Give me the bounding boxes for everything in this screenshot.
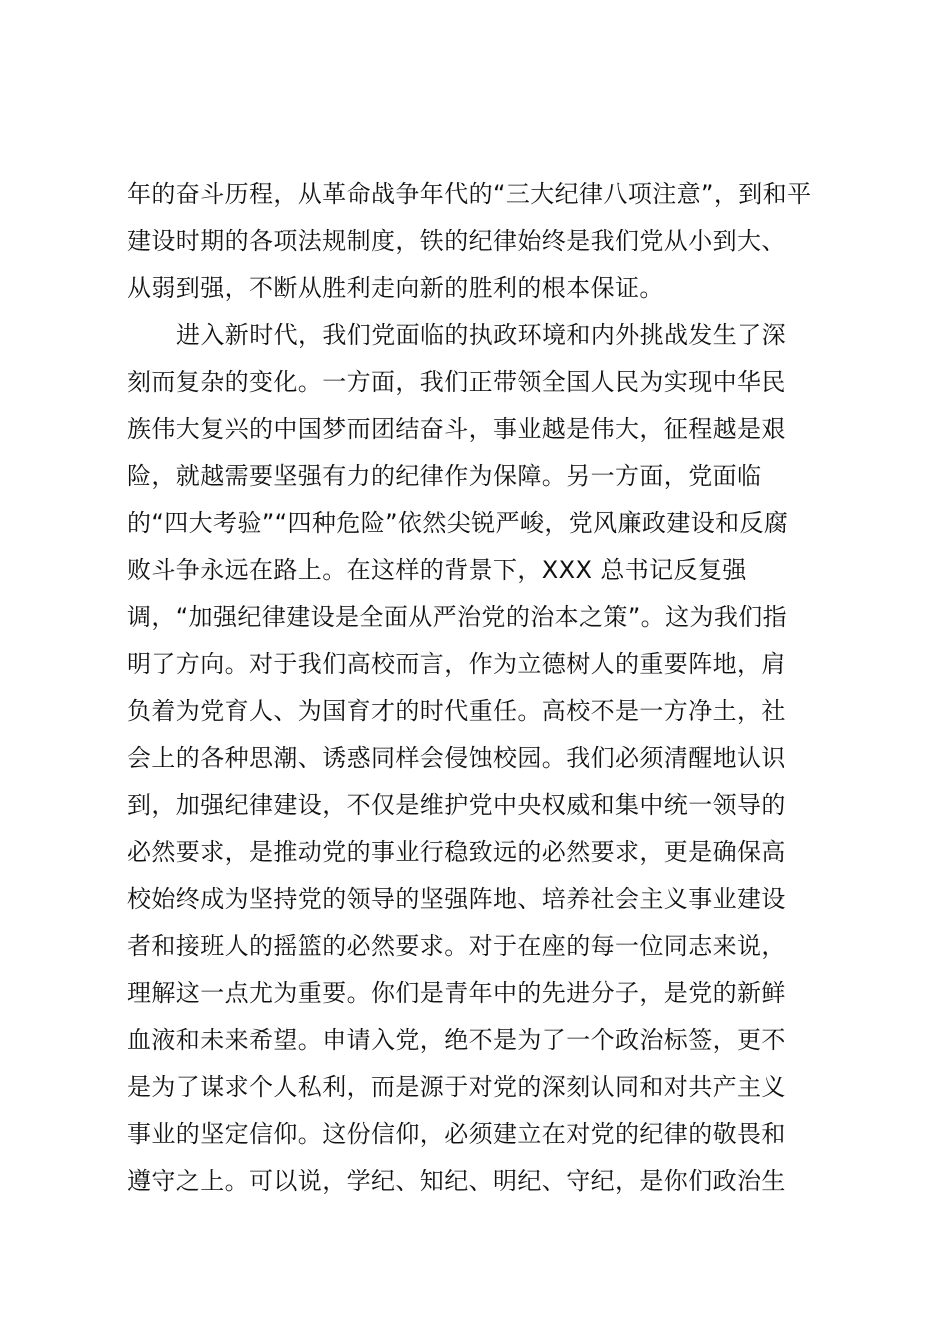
- text-line: 血液和未来希望。申请入党，绝不是为了一个政治标签，更不: [127, 1026, 786, 1054]
- text-line: 调，“加强纪律建设是全面从严治党的治本之策”。这为我们指: [127, 603, 788, 631]
- text-line: 从弱到强，不断从胜利走向新的胜利的根本保证。: [127, 274, 664, 302]
- text-line: 刻而复杂的变化。一方面，我们正带领全国人民为实现中华民: [127, 368, 786, 396]
- text-line: 建设时期的各项法规制度，铁的纪律始终是我们党从小到大、: [127, 227, 786, 255]
- text-line: 必然要求，是推动党的事业行稳致远的必然要求，更是确保高: [127, 838, 786, 866]
- text-line: 到，加强纪律建设，不仅是维护党中央权威和集中统一领导的: [127, 791, 786, 819]
- text-line: 者和接班人的摇篮的必然要求。对于在座的每一位同志来说，: [127, 932, 786, 960]
- body-text: [127, 171, 823, 1205]
- text-line: 负着为党育人、为国育才的时代重任。高校不是一方净土，社: [127, 697, 786, 725]
- text-line: 败斗争永远在路上。在这样的背景下，XXX 总书记反复强: [127, 556, 747, 584]
- text-line: 遵守之上。可以说，学纪、知纪、明纪、守纪，是你们政治生: [127, 1167, 786, 1195]
- paragraph-first-line: 进入新时代，我们党面临的执政环境和内外挑战发生了深: [176, 321, 786, 349]
- text-line: 族伟大复兴的中国梦而团结奋斗，事业越是伟大，征程越是艰: [127, 415, 786, 443]
- text-line: 的“四大考验”“四种危险”依然尖锐严峻，党风廉政建设和反腐: [127, 509, 789, 537]
- text-line: 是为了谋求个人私利，而是源于对党的深刻认同和对共产主义: [127, 1073, 786, 1101]
- text-line: 会上的各种思潮、诱惑同样会侵蚀校园。我们必须清醒地认识: [127, 744, 786, 772]
- text-line: 理解这一点尤为重要。你们是青年中的先进分子，是党的新鲜: [127, 979, 786, 1007]
- text-line: 险，就越需要坚强有力的纪律作为保障。另一方面，党面临: [127, 462, 762, 490]
- text-line: 年的奋斗历程，从革命战争年代的“三大纪律八项注意”，到和平: [127, 180, 812, 208]
- text-line: 明了方向。对于我们高校而言，作为立德树人的重要阵地，肩: [127, 650, 786, 678]
- text-line: 事业的坚定信仰。这份信仰，必须建立在对党的纪律的敬畏和: [127, 1120, 786, 1148]
- text-line: 校始终成为坚持党的领导的坚强阵地、培养社会主义事业建设: [127, 885, 786, 913]
